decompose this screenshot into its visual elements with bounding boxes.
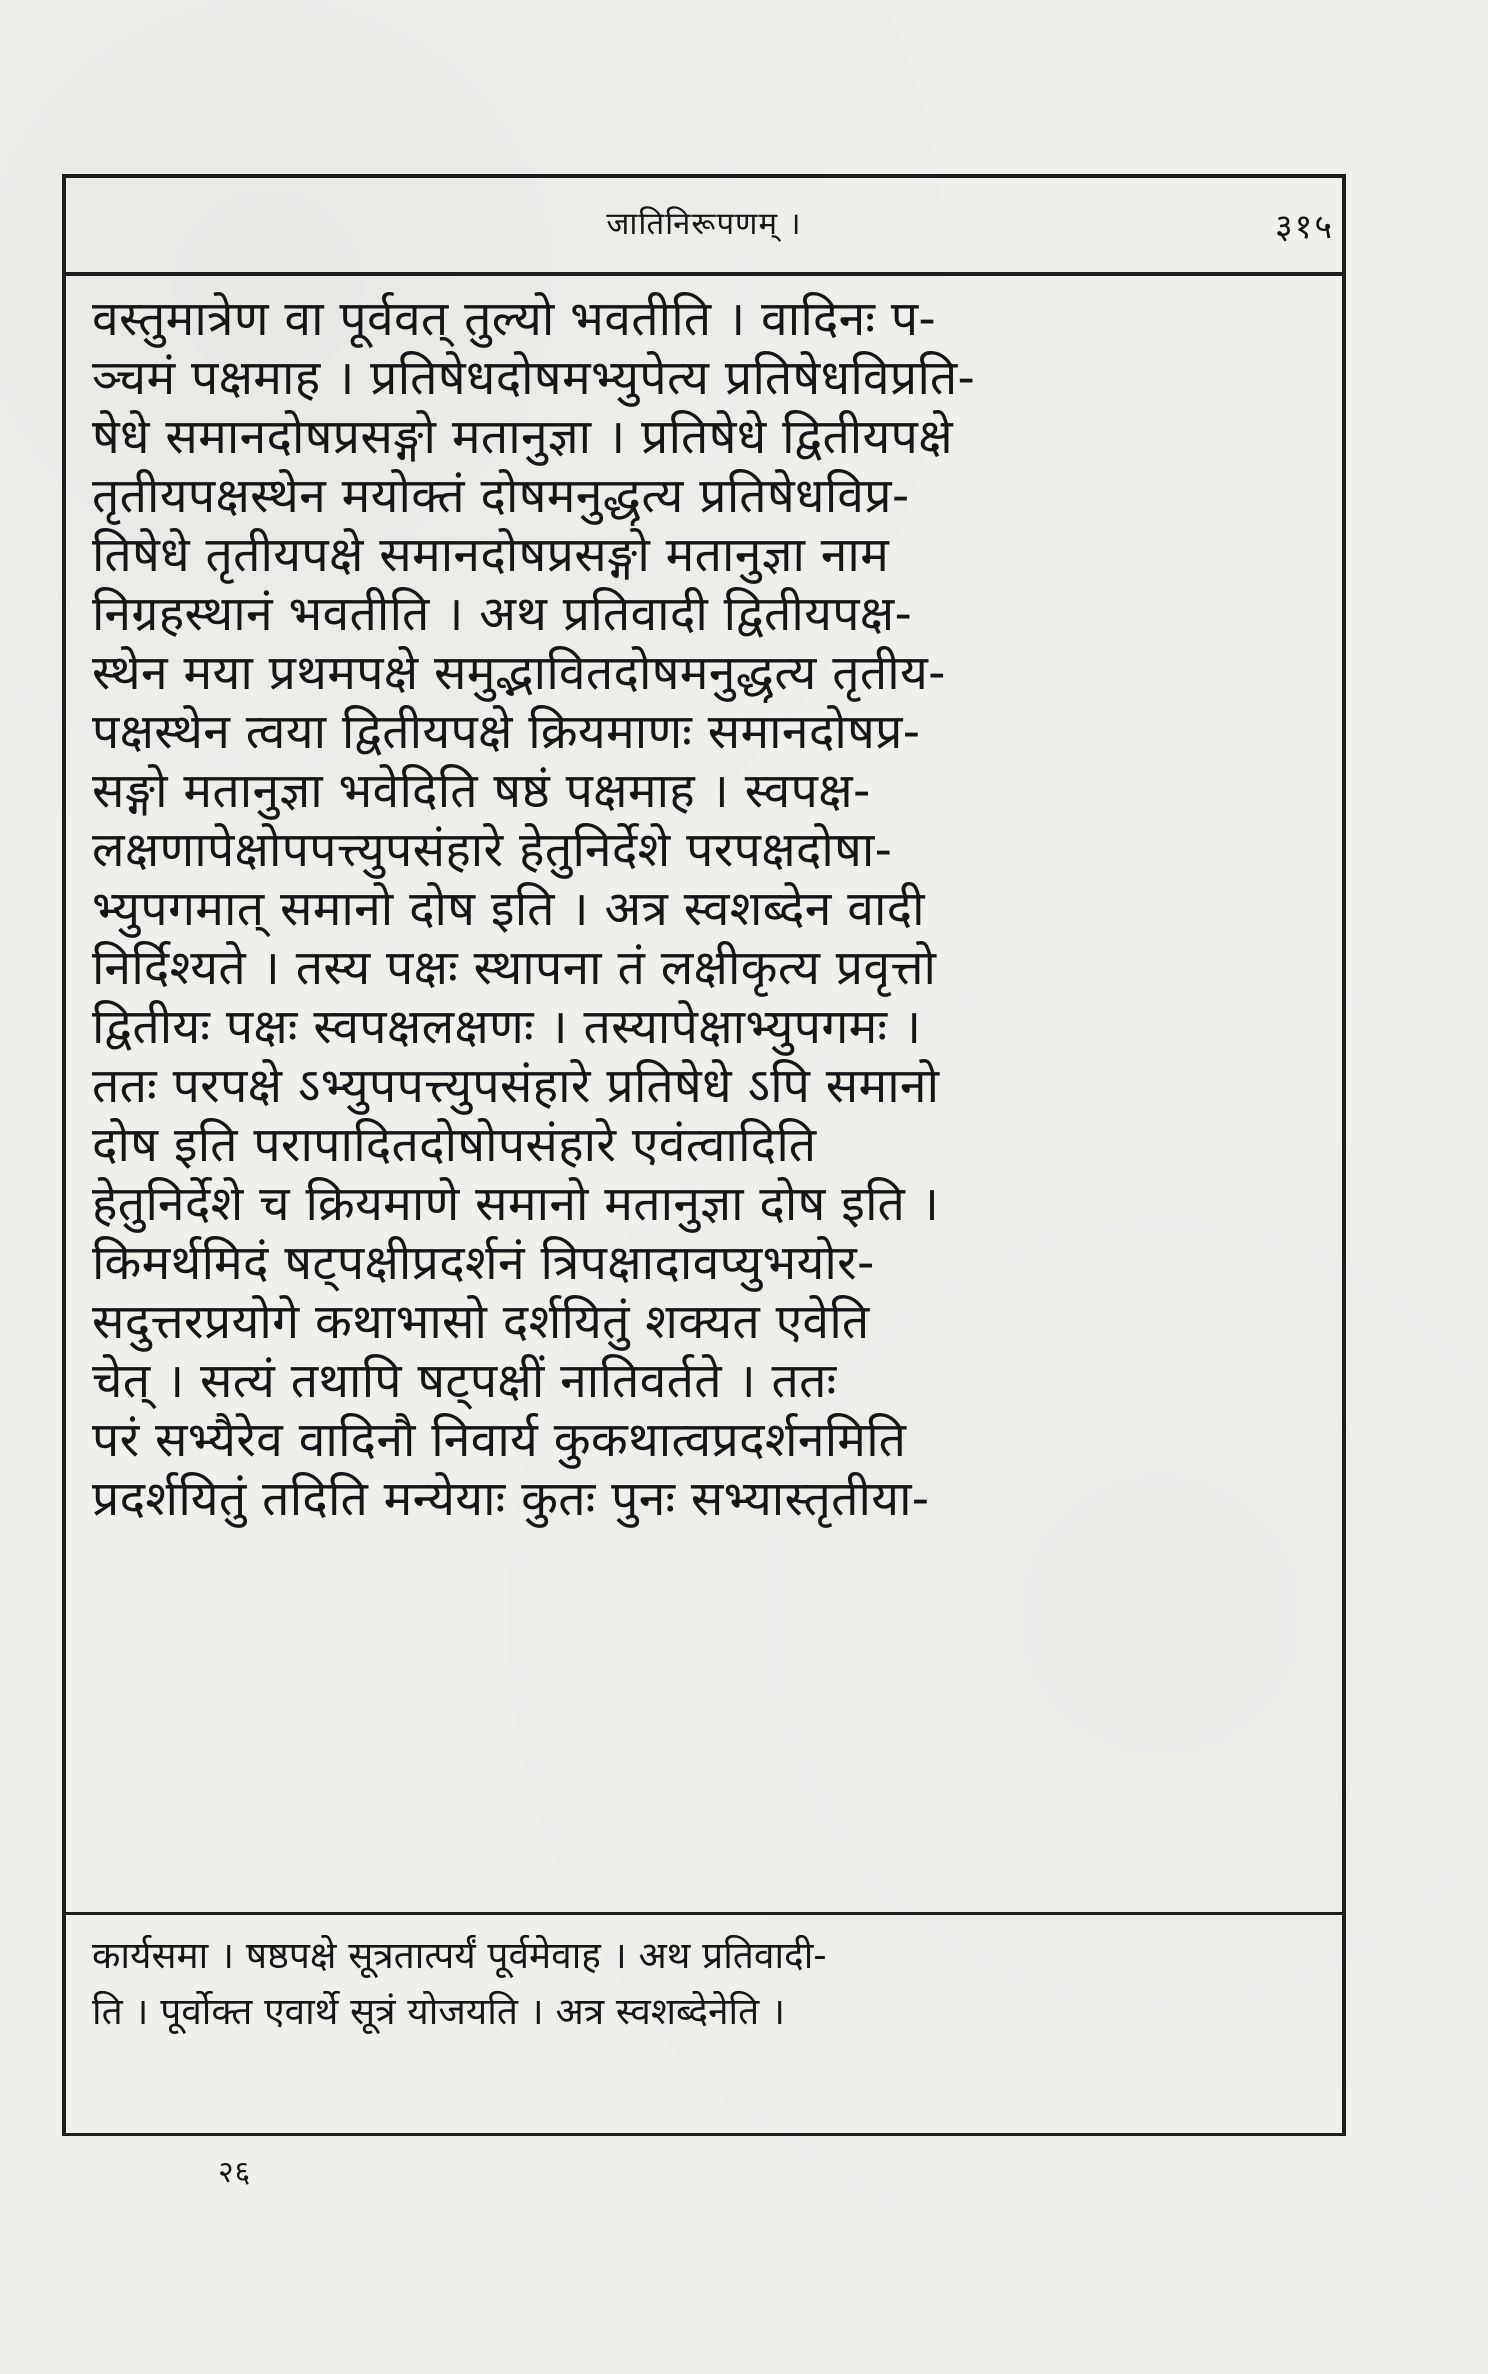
main-text-line: द्वितीयः पक्षः स्वपक्षलक्षणः । तस्यापेक्षाभ्युपगमः । xyxy=(92,999,922,1055)
main-text-line: परं सभ्यैरेव वादिनौ निवार्य कुकथात्वप्रदर्शनमिति xyxy=(92,1412,907,1468)
footnote-line: ति । पूर्वोक्त एवार्थे सूत्रं योजयति । अत्र स्वशब्देनेति । xyxy=(92,1990,786,2033)
main-text-line: किमर्थमिदं षट्पक्षीप्रदर्शनं त्रिपक्षादावप्युभयोर- xyxy=(92,1235,875,1291)
main-text-line: भ्युपगमात् समानो दोष इति । अत्र स्वशब्देन वादी xyxy=(92,881,925,937)
main-text-line: दोष इति परापादितदोषोपसंहारे एवंत्वादिति xyxy=(92,1117,817,1173)
main-text-line: हेतुनिर्देशे च क्रियमाणे समानो मतानुज्ञा दोष इति । xyxy=(92,1176,940,1232)
main-text-line: निर्दिश्यते । तस्य पक्षः स्थापना तं लक्षीकृत्य प्रवृत्तो xyxy=(92,940,937,996)
main-text-line: तृतीयपक्षस्थेन मयोक्तं दोषमनुद्धृत्य प्रतिषेधविप्र- xyxy=(92,468,910,524)
main-text-line: सदुत्तरप्रयोगे कथाभासो दर्शयितुं शक्यत एवेति xyxy=(92,1294,870,1350)
main-text-line: तिषेधे तृतीयपक्षे समानदोषप्रसङ्गो मतानुज्ञा नाम xyxy=(92,527,890,583)
footnote-block xyxy=(92,1928,1312,2040)
main-text-line: निग्रहस्थानं भवतीति । अथ प्रतिवादी द्वितीयपक्ष- xyxy=(92,586,913,642)
running-title: जातिनिरूपणम् । xyxy=(606,206,802,242)
page-header xyxy=(66,178,1342,276)
main-text-line: षेधे समानदोषप्रसङ्गो मतानुज्ञा । प्रतिषेधे द्वितीयपक्षे xyxy=(92,409,953,465)
main-text-line: स्थेन मया प्रथमपक्षे समुद्भावितदोषमनुद्धृत्य तृतीय- xyxy=(92,645,946,701)
main-text-line: सङ्गो मतानुज्ञा भवेदिति षष्ठं पक्षमाह । स्वपक्ष- xyxy=(92,763,871,819)
main-text-line: ञ्चमं पक्षमाह । प्रतिषेधदोषमभ्युपेत्य प्रतिषेधविप्रति- xyxy=(92,350,976,406)
main-text-line: वस्तुमात्रेण वा पूर्ववत् तुल्यो भवतीति । वादिनः प- xyxy=(92,291,937,347)
footnote-line: कार्यसमा । षष्ठपक्षे सूत्रतात्पर्यं पूर्वमेवाह । अथ प्रतिवादी- xyxy=(92,1934,827,1977)
footnote-divider xyxy=(66,1912,1342,1915)
main-text-line: लक्षणापेक्षोपपत्त्युपसंहारे हेतुनिर्देशे परपक्षदोषा- xyxy=(92,822,893,878)
main-text-line: पक्षस्थेन त्वया द्वितीयपक्षे क्रियमाणः समानदोषप्र- xyxy=(92,704,921,760)
signature-mark: २६ xyxy=(218,2155,252,2190)
main-text-line: प्रदर्शयितुं तदिति मन्येयाः कुतः पुनः सभ्यास्तृतीया- xyxy=(92,1471,930,1527)
main-text-line: ततः परपक्षे ऽभ्युपपत्त्युपसंहारे प्रतिषेधे ऽपि समानो xyxy=(92,1058,940,1114)
text-frame xyxy=(62,174,1346,2136)
main-text-line: चेत् । सत्यं तथापि षट्पक्षीं नातिवर्तते । ततः xyxy=(92,1353,837,1409)
main-text-block xyxy=(92,290,1312,1880)
page-number: ३१५ xyxy=(1274,207,1334,247)
